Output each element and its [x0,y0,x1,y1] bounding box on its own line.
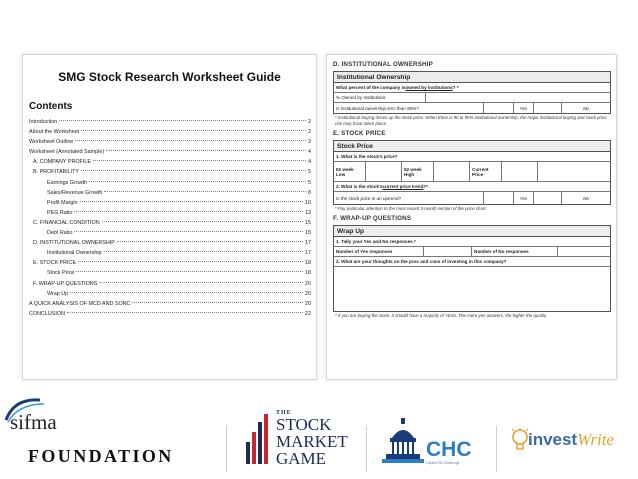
toc-entry-page: 17 [305,240,311,247]
toc-leader-dots [78,256,303,262]
toc-entry-label: F. WRAP-UP QUESTIONS [33,280,98,287]
toc-entry-label: Worksheet (Annotated Sample) [29,149,105,156]
toc-leader-dots [117,236,303,242]
toc-entry-page: 18 [305,260,311,267]
box-title: Wrap Up [334,226,610,237]
toc-entry-label: Introduction [29,119,58,125]
current-input[interactable] [502,162,538,181]
toc-leader-dots [89,176,306,182]
pct-owned-label: % Owned by Institutions [334,93,426,102]
chc-subtitle: Capitol Hill Challenge [426,461,460,465]
toc-leader-dots [59,115,306,121]
toc-entry-page: 2 [308,119,311,125]
pct-owned-input[interactable] [426,93,610,102]
price-question: 1. What is the stock's price? [336,154,398,159]
high-input[interactable] [434,162,470,181]
lightbulb-icon [510,428,530,454]
toc-entry-page: 5 [308,179,311,186]
divider [226,426,227,472]
toc-leader-dots [74,206,303,212]
yes-box[interactable] [484,103,514,113]
toc-entry-page: 4 [308,149,311,156]
investwrite-logo: investWrite [528,430,614,449]
high-label: 52 week High [402,162,434,181]
toc-entry-page: 20 [305,290,311,297]
tally-question: 1. Tally your Yes and No responses.* [336,239,416,244]
ownership-check-question: Is institutional ownership less than 90%? [334,103,484,113]
toc-leader-dots [81,165,306,171]
toc-leader-dots [67,307,303,313]
toc-entry-page: 20 [305,300,311,307]
table-of-contents [29,117,311,319]
yes-label: Yes [514,192,534,204]
no-box[interactable] [534,103,562,113]
institutional-ownership-box [333,71,611,114]
yes-count-input[interactable] [424,247,472,256]
sifma-logo-text: sifma [10,410,57,434]
thoughts-textarea[interactable] [334,267,610,311]
toc-leader-dots [74,226,303,232]
toc-leader-dots [132,297,303,303]
toc-leader-dots [106,145,306,151]
worksheet-guide-page [22,54,317,380]
toc-leader-dots [93,155,306,161]
toc-entry-page: 13 [305,209,311,216]
stock-market-game-logo: THE STOCK MARKET GAME [276,410,348,468]
toc-leader-dots [75,135,306,141]
toc-entry-label: C. FINANCIAL CONDITION [33,219,100,226]
toc-entry-label: E. STOCK PRICE [33,260,77,267]
toc-entry-page: 22 [305,310,311,317]
section-d-heading: D. INSTITUTIONAL OWNERSHIP [333,61,433,68]
toc-entry-label: B. PROFITABILITY [33,169,80,176]
toc-leader-dots [102,216,303,222]
toc-entry[interactable] [29,309,311,319]
toc-leader-dots [80,196,303,202]
toc-leader-dots [104,246,303,252]
stock-price-box [333,140,611,205]
yes-label: Yes [514,103,534,113]
toc-entry-label: Sales/Revenue Growth [47,189,103,196]
toc-entry-page: 4 [308,159,311,166]
trend-question: 2. What is the stock's current price trend ?* [336,184,428,189]
toc-entry-label: Stock Price [47,270,75,277]
toc-entry-page: 2 [308,129,311,136]
toc-leader-dots [70,287,303,293]
no-count-input[interactable] [558,247,610,256]
thoughts-question: 2. What are your thoughts on the pros and cons of investing in this company? [336,259,507,264]
toc-entry-page: 20 [305,280,311,287]
toc-entry-page: 17 [305,250,311,257]
toc-entry-label: Profit Margin [47,199,78,206]
toc-entry-label: Institutional Ownership [47,250,102,257]
no-count-label: Number of No responses [472,247,558,256]
toc-entry-page: 8 [308,189,311,196]
worksheet-form-page [326,54,617,380]
toc-entry-label: A QUICK ANALYSIS OF MCD AND SONC [29,300,131,307]
toc-entry-page: 18 [305,270,311,277]
document-title: SMG Stock Research Worksheet Guide [58,70,281,84]
toc-entry-label: Earnings Growth [47,179,88,186]
ownership-note: * Institutional buying drives up the stock price. When there is 90 to 95% institutional ownership, the major institutional buying and stock price rise may have taken place. [335,115,607,126]
no-label: No [583,195,589,201]
contents-heading: Contents [29,101,73,112]
toc-entry-page: 3 [308,139,311,146]
foundation-logo-text: FOUNDATION [28,446,174,466]
toc-leader-dots [99,277,303,283]
no-box[interactable] [534,192,562,204]
box-title: Institutional Ownership [334,72,610,83]
ownership-question: What percent of the company is owned by institutions ? * [336,85,459,90]
toc-entry-label: About the Worksheet [29,129,80,136]
toc-entry-label: CONCLUSION [29,310,65,317]
current-label: Current Price [470,162,502,181]
wrap-up-box [333,225,611,312]
toc-entry-label: Debt Ratio [47,230,73,237]
section-f-heading: F. WRAP-UP QUESTIONS [333,215,412,222]
toc-entry-page: 15 [305,230,311,237]
toc-entry-label: A. COMPANY PROFILE [33,159,91,166]
toc-entry-label: Worksheet Outline [29,139,74,146]
toc-entry-label: Wrap Up [47,290,69,297]
low-label: 52 week Low [334,162,366,181]
no-label: No [583,105,589,111]
box-title: Stock Price [334,141,610,152]
sponsor-logos [0,390,638,479]
stock-market-game-bars-icon [245,414,273,466]
divider [496,426,497,472]
toc-leader-dots [104,186,306,192]
toc-entry-page: 5 [308,169,311,176]
uptrend-question: Is the stock price in an uptrend? [334,192,484,204]
toc-leader-dots [76,266,303,272]
price-note: * Pay particular attention to the most recent 3-month section of the price chart. [335,206,487,211]
capitol-dome-icon [382,418,424,466]
toc-entry-label: D. INSTITUTIONAL OWNERSHIP [33,240,115,247]
toc-entry-page: 10 [305,199,311,206]
toc-entry-page: 15 [305,219,311,226]
yes-count-label: Number of Yes responses [334,247,424,256]
toc-entry-label: PEG Ratio [47,209,73,216]
section-e-heading: E. STOCK PRICE [333,130,386,137]
wrap-up-note: * If you are buying the stock, it should have a majority of YESs. The more yes answers, the higher the quality. [335,313,547,318]
yes-box[interactable] [484,192,514,204]
toc-leader-dots [81,125,306,131]
divider [366,426,367,472]
chc-logo-text: CHC [426,438,472,461]
low-input[interactable] [366,162,402,181]
